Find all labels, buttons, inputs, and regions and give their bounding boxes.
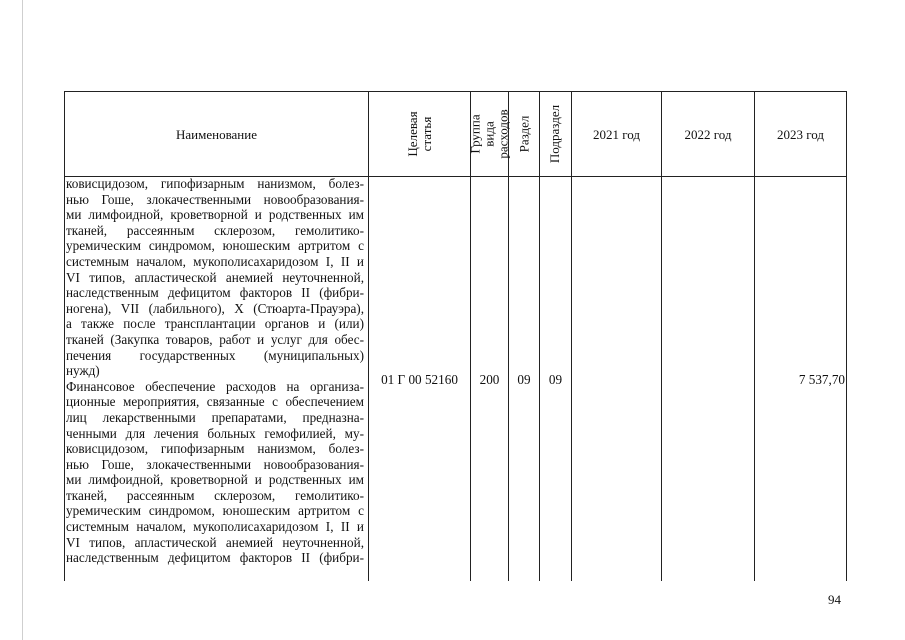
header-subsection-label: Подраздел (547, 104, 563, 164)
header-target-article-label: Целевая статья (404, 111, 434, 157)
cell-section: 09 (517, 372, 531, 387)
name-line: лиц лекарственными препаратами, предназна- (66, 409, 364, 425)
header-subsection (540, 91, 571, 177)
name-line: печения государственных (муниципальных) (66, 347, 364, 363)
header-name: Наименование (176, 126, 257, 142)
name-line: ковисцидозом, гипофизарным нанизмом, болез- (66, 441, 364, 457)
name-line: наследственным дефицитом факторов II (фибри- (66, 550, 364, 566)
header-2021: 2021 год (593, 126, 640, 142)
name-line: нью Гоше, злокачественными новообразования- (66, 191, 364, 207)
page-margin-rule (22, 0, 23, 640)
name-line: системным началом, мукополисахаридозом I, II и (66, 253, 364, 269)
name-line: тканей, рассеянным склерозом, гемолитико- (66, 487, 364, 503)
name-line: уремическим синдромом, юношеским артритом с (66, 238, 364, 254)
name-line: Финансовое обеспечение расходов на организа- (66, 378, 364, 394)
header-2022: 2022 год (684, 126, 732, 142)
name-line: нью Гоше, злокачественными новообразования- (66, 456, 364, 472)
cell-subsection: 09 (548, 372, 563, 387)
header-target-article (369, 91, 470, 177)
cell-2023: 7 537,70 (798, 372, 845, 387)
name-line: ционные мероприятия, связанные с обеспечением (66, 394, 364, 410)
header-2023: 2023 год (777, 126, 824, 142)
header-section (509, 91, 539, 177)
cell-target-article: 01 Г 00 52160 (381, 372, 458, 387)
name-line: VI типов, апластической анемией неуточненной, (66, 269, 364, 285)
header-section-label: Раздел (516, 115, 531, 153)
name-line: тканей (Закупка товаров, работ и услуг для обес- (66, 331, 364, 347)
name-line: наследственным дефицитом факторов II (фибри- (66, 285, 364, 301)
page-number: 94 (828, 592, 841, 607)
name-line: уремическим синдромом, юношеским артритом с (66, 503, 364, 519)
header-expense-group (467, 91, 511, 177)
name-line: тканей, рассеянным склерозом, гемолитико- (66, 222, 364, 238)
row-name-text (66, 176, 364, 566)
name-line: ми лимфоидной, кроветворной и родственных им (66, 207, 364, 223)
name-line: а также после трансплантации органов и (или) (66, 316, 364, 332)
header-expense-group-label: Группа вида расходов (467, 109, 511, 159)
name-line: ми лимфоидной, кроветворной и родственных им (66, 472, 364, 488)
name-line: нужд) (66, 363, 100, 379)
name-line: ногена), VII (лабильного), X (Стюарта-Прауэра), (66, 300, 364, 316)
name-line: системным началом, мукополисахаридозом I, II и (66, 519, 364, 535)
cell-expense-group: 200 (479, 372, 500, 387)
name-line: ченными для лечения больных гемофилией, му- (66, 425, 364, 441)
name-line: ковисцидозом, гипофизарным нанизмом, болез- (66, 176, 364, 191)
col-divider-8 (846, 91, 847, 581)
name-line: VI типов, апластической анемией неуточненной, (66, 534, 364, 550)
